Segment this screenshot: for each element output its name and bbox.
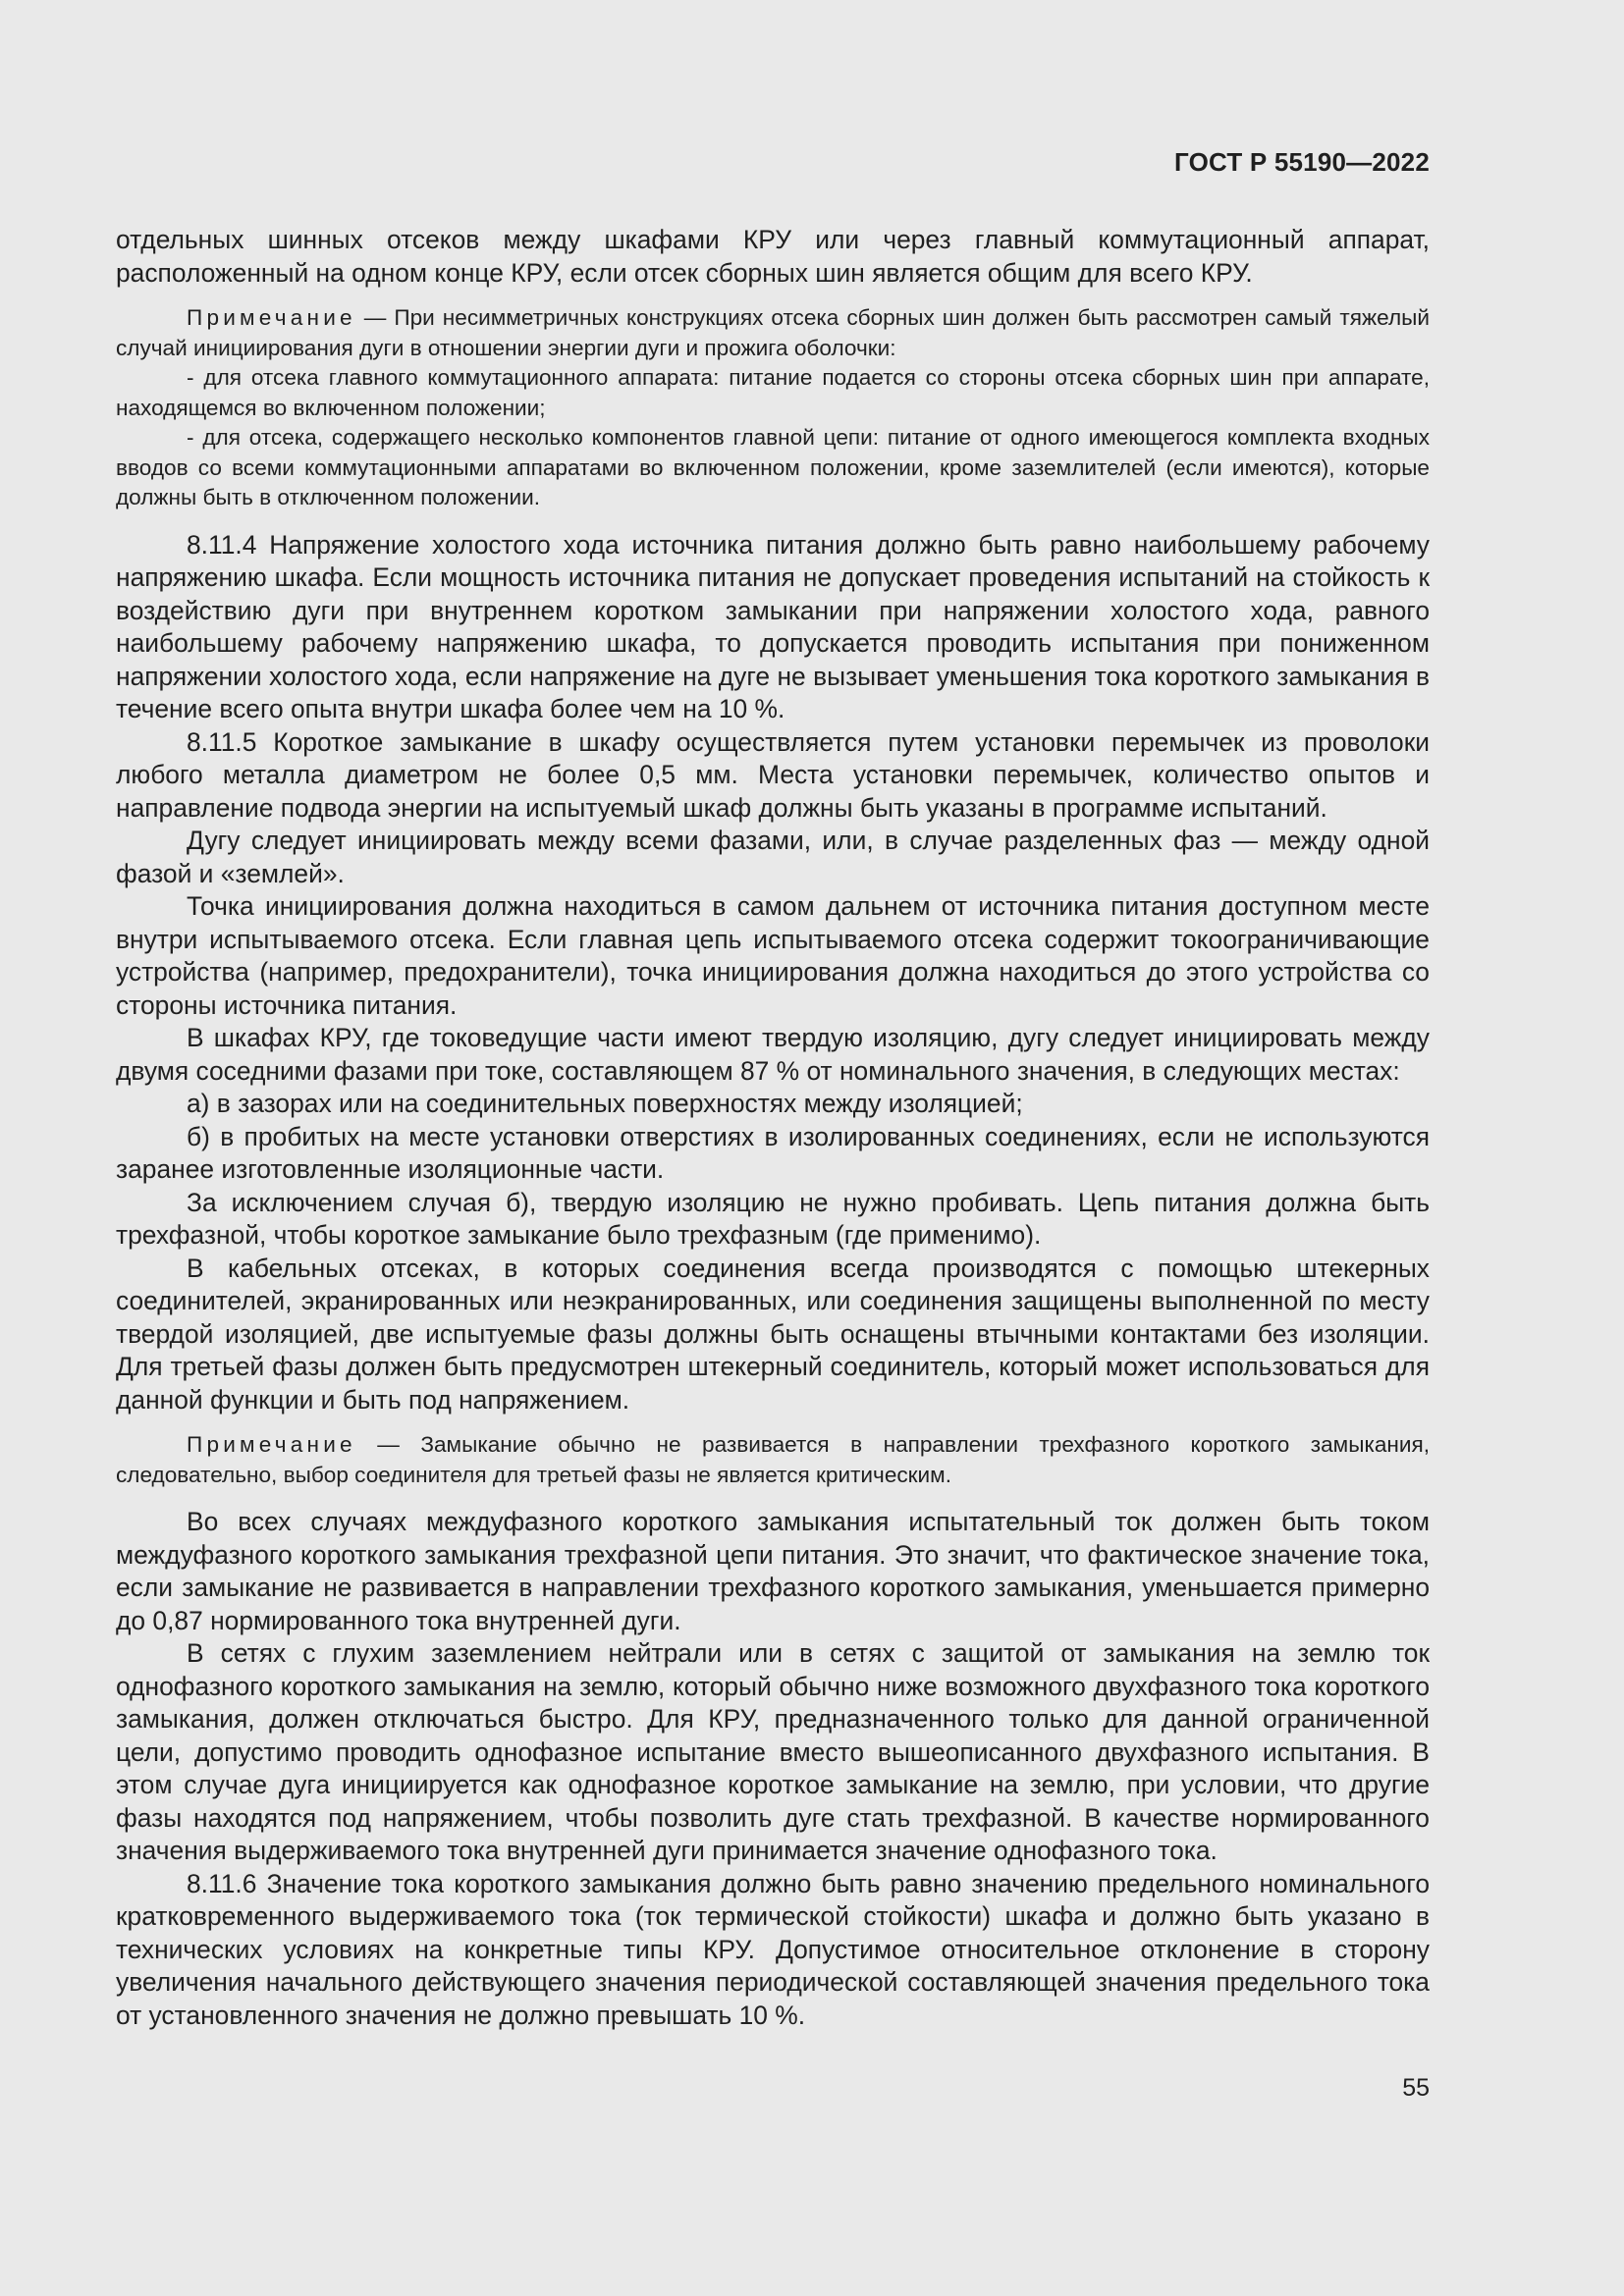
note-2 <box>116 1430 1430 1490</box>
document-body <box>116 224 1430 2032</box>
paragraph-phase-to-phase: Во всех случаях междуфазного короткого замыкания испытательный ток должен быть током междуфазного короткого замыкания трехфазной цепи питания. Это значит, что фактическое значение тока, если замыкание не развивается в направлении трехфазного короткого замыкания, уменьшается примерно до 0,87 нормированного тока внутренней дуги. <box>116 1507 1430 1635</box>
page-number: 55 <box>1402 2074 1430 2102</box>
paragraph-intro: отдельных шинных отсеков между шкафами КРУ или через главный коммутационный аппарат, расположенный на одном конце КРУ, если отсек сборных шин является общим для всего КРУ. <box>116 225 1430 288</box>
note-label: Примечание <box>187 1432 356 1457</box>
paragraph-exception: За исключением случая б), твердую изоляцию не нужно пробивать. Цепь питания должна быть трехфазной, чтобы короткое замыкание было трехфазным (где применимо). <box>116 1187 1430 1250</box>
note-label: Примечание <box>187 305 356 330</box>
paragraph-8-11-5: 8.11.5 Короткое замыкание в шкафу осуществляется путем установки перемычек из проволоки любого металла диаметром не более 0,5 мм. Места установки перемычек, количество опытов и направление подвода энергии на испытуемый шкаф должны быть указаны в программе испытаний. <box>116 726 1430 823</box>
note-1-item-1: - для отсека главного коммутационного аппарата: питание подается со стороны отсека сборных шин при аппарате, находящемся во включенном положении; <box>116 365 1430 420</box>
note-text: — При несимметричных конструкциях отсека сборных шин должен быть рассмотрен самый тяжелый случай инициирования дуги в отношении энергии дуги и прожига оболочки: <box>116 305 1430 360</box>
note-text: — Замыкание обычно не развивается в направлении трехфазного короткого замыкания, следовательно, выбор соединителя для третьей фазы не является критическим. <box>116 1432 1430 1487</box>
paragraph-8-11-4: 8.11.4 Напряжение холостого хода источника питания должно быть равно наибольшему рабочему напряжению шкафа. Если мощность источника питания не допускает проведения испытаний на стойкость к воздействию дуги при внутреннем коротком замыкании при напряжении холостого хода, равного наибольшему рабочему напряжению шкафа, то допускается проводить испытания при пониженном напряжении холостого хода, если напряжение на дуге не вызывает уменьшения тока короткого замыкания в течение всего опыта внутри шкафа более чем на 10 %. <box>116 529 1430 723</box>
paragraph-solid-insulation: В шкафах КРУ, где токоведущие части имеют твердую изоляцию, дугу следует инициировать между двумя соседними фазами при токе, составляющем 87 % от номинального значения, в следующих местах: <box>116 1023 1430 1086</box>
list-item-b: б) в пробитых на месте установки отверстиях в изолированных соединениях, если не используются заранее изготовленные изоляционные части. <box>116 1121 1430 1184</box>
paragraph-arc-initiation: Дугу следует инициировать между всеми фазами, или, в случае разделенных фаз — между одной фазой и «землей». <box>116 826 1430 888</box>
note-1-item-2: - для отсека, содержащего несколько компонентов главной цепи: питание от одного имеющегося комплекта входных вводов со всеми коммутационными аппаратами во включенном положении, кроме заземлителей (если имеются), которые должны быть в отключенном положении. <box>116 425 1430 509</box>
paragraph-8-11-6: 8.11.6 Значение тока короткого замыкания должно быть равно значению предельного номинального кратковременного выдерживаемого тока (ток термической стойкости) шкафа и должно быть указано в технических условиях на конкретные типы КРУ. Допустимое относительное отклонение в сторону увеличения начального действующего значения периодической составляющей значения предельного тока от установленного значения не должно превышать 10 %. <box>116 1868 1430 2030</box>
paragraph-initiation-point: Точка инициирования должна находиться в самом дальнем от источника питания доступном месте внутри испытываемого отсека. Если главная цепь испытываемого отсека содержит токоограничивающие устройства (например, предохранители), точка инициирования должна находиться до этого устройства со стороны источника питания. <box>116 891 1430 1020</box>
paragraph-grounded-neutral: В сетях с глухим заземлением нейтрали или в сетях с защитой от замыкания на землю ток однофазного короткого замыкания на землю, который обычно ниже возможного двухфазного тока короткого замыкания, должен отключаться быстро. Для КРУ, предназначенного только для данной ограниченной цели, допустимо проводить однофазное испытание вместо вышеописанного двухфазного испытания. В этом случае дуга инициируется как однофазное короткое замыкание на землю, при условии, что другие фазы находятся под напряжением, чтобы позволить дуге стать трехфазной. В качестве нормированного значения выдерживаемого тока внутренней дуги принимается значение однофазного тока. <box>116 1638 1430 1865</box>
note-1 <box>116 303 1430 363</box>
document-header: ГОСТ Р 55190—2022 <box>1174 147 1430 177</box>
list-item-a: а) в зазорах или на соединительных поверхностях между изоляцией; <box>187 1089 1023 1118</box>
paragraph-cable-compartments: В кабельных отсеках, в которых соединения всегда производятся с помощью штекерных соединителей, экранированных или неэкранированных, или соединения защищены выполненной по месту твердой изоляцией, две испытуемые фазы должны быть оснащены втычными контактами без изоляции. Для третьей фазы должен быть предусмотрен штекерный соединитель, который может использоваться для данной функции и быть под напряжением. <box>116 1253 1430 1415</box>
